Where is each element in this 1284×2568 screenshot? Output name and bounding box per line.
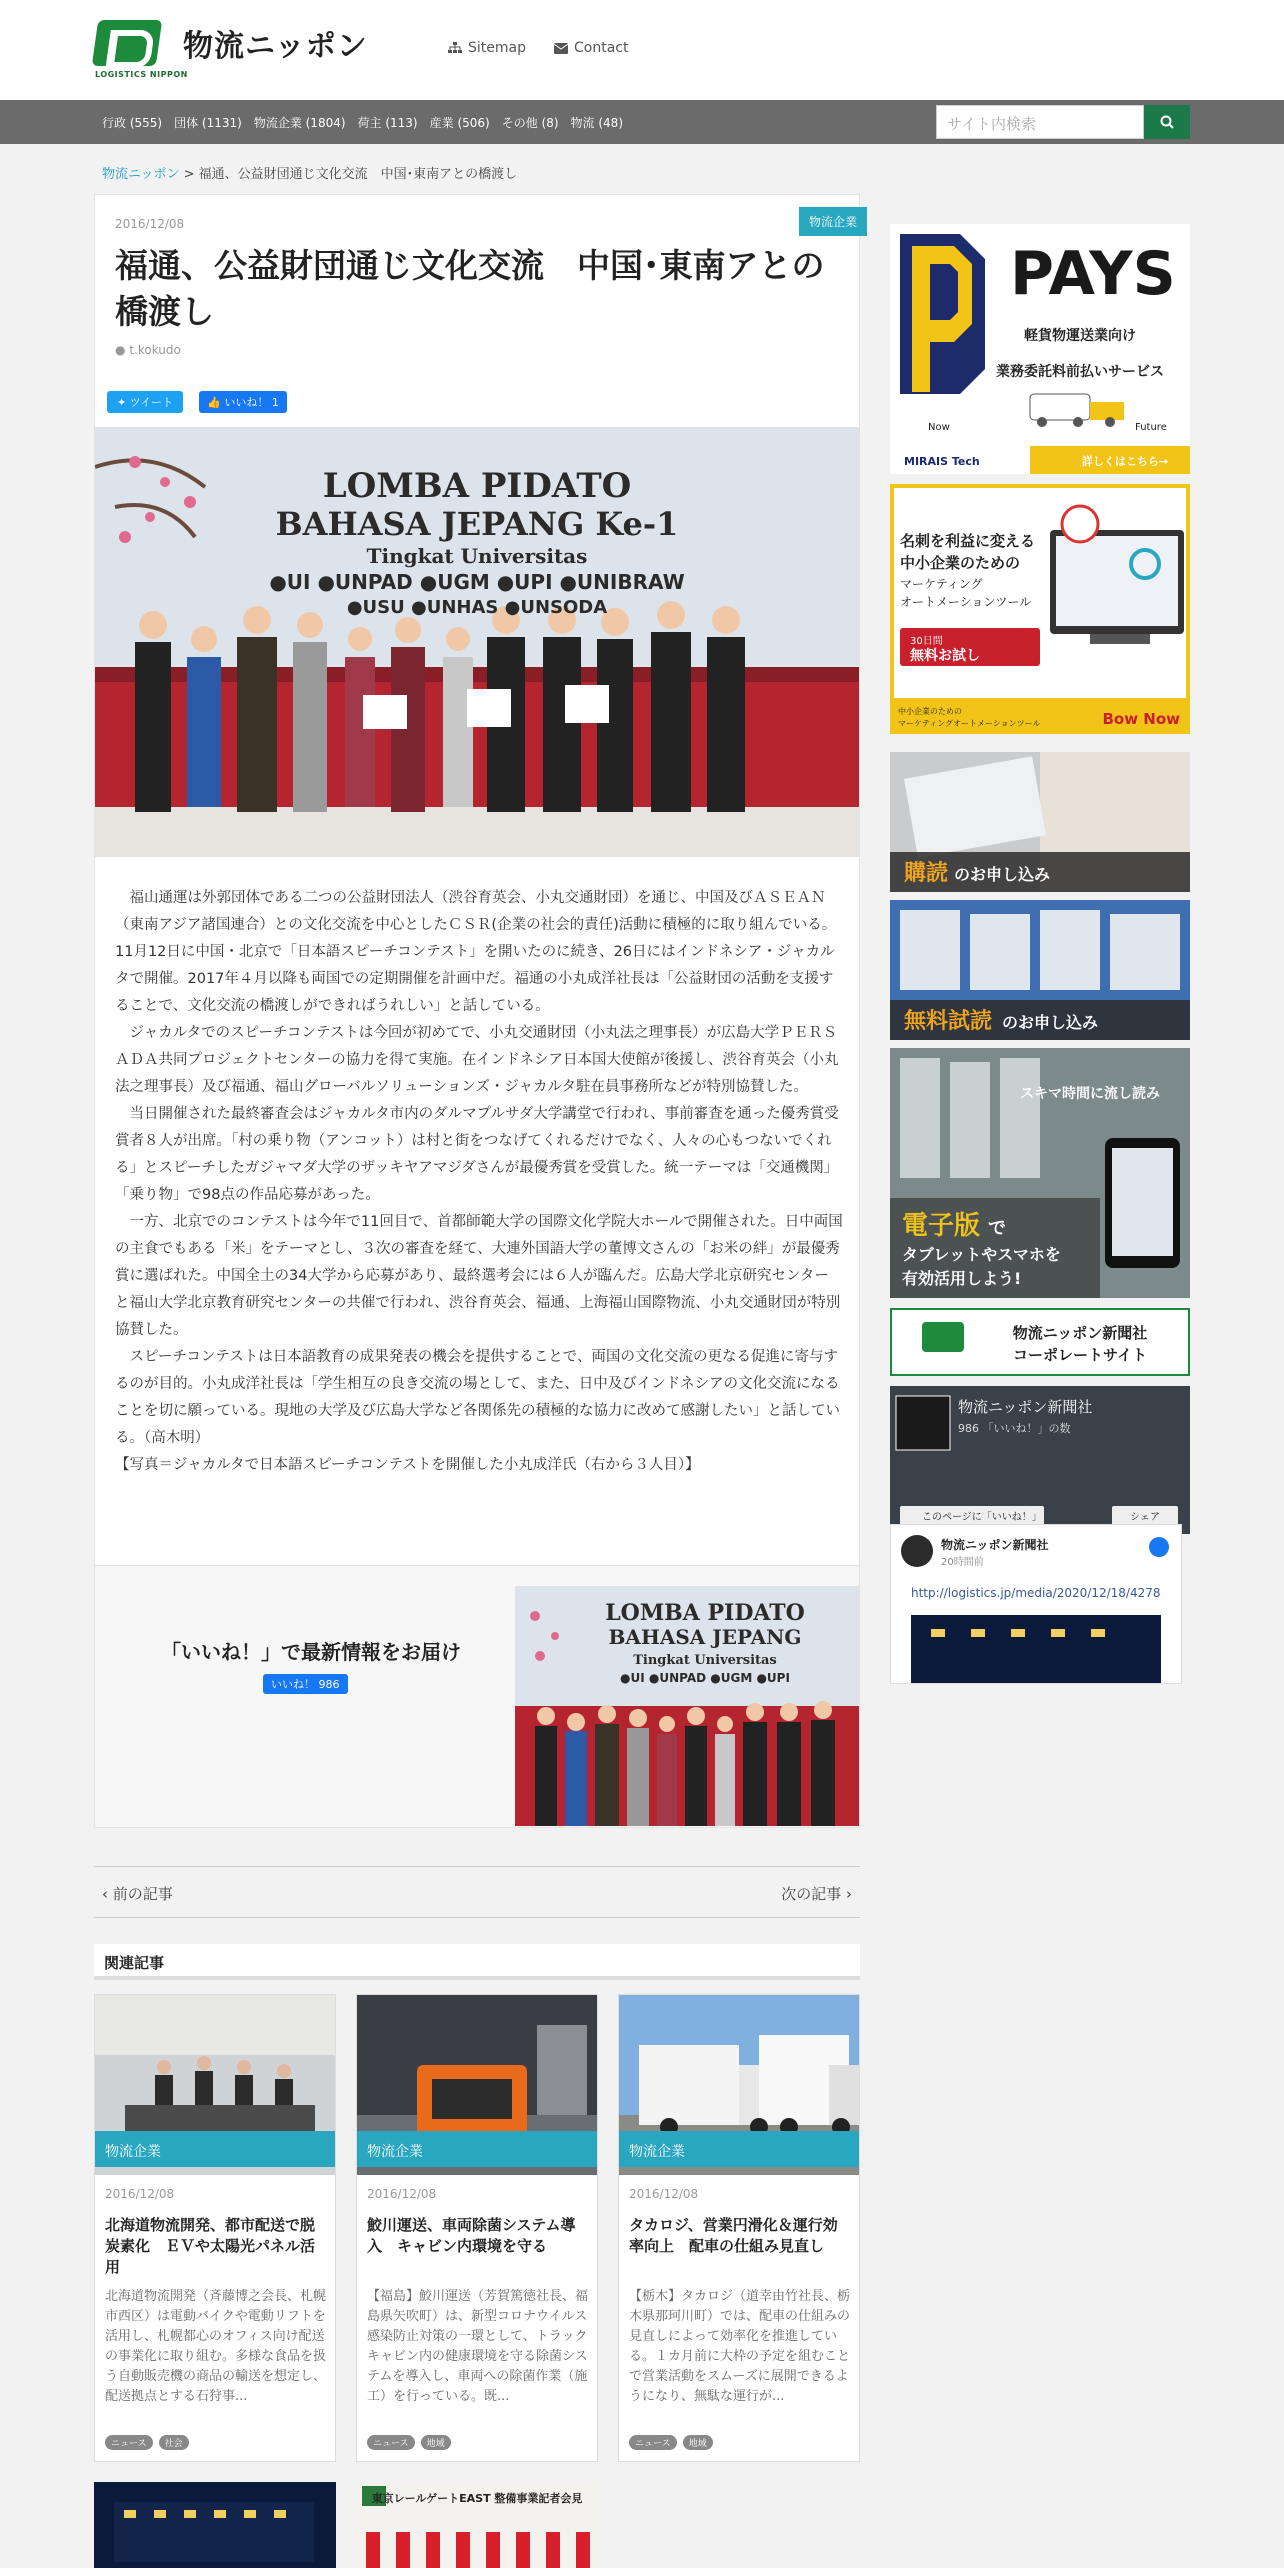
tweet-label: ツイート — [129, 396, 174, 409]
nav-item-gyosei[interactable]: 行政 (555) — [102, 116, 163, 130]
breadcrumb-home[interactable]: 物流ニッポン — [102, 167, 180, 182]
corporate-l1: 物流ニッポン新聞社 — [1012, 1324, 1148, 1342]
breadcrumb-separator: > — [179, 167, 199, 182]
related-card-category[interactable]: 物流企業 — [357, 2131, 597, 2167]
fb-post-link: http://logistics.jp/media/2020/12/18/4278 — [911, 1586, 1161, 1600]
corporate-site-graphic — [890, 1308, 1190, 1376]
tweet-button[interactable] — [107, 391, 183, 413]
subscribe-banner[interactable] — [890, 752, 1190, 892]
facebook-page-widget[interactable] — [890, 1386, 1190, 1534]
fb-widget-like-page: このページに「いいね！」 — [922, 1512, 1042, 1523]
trial-main: 無料試読 — [904, 1009, 993, 1034]
article-title: 福通、公益財団通じ文化交流 中国･東南アとの橋渡し — [115, 246, 825, 332]
related-heading: 関連記事 — [94, 1944, 860, 1980]
bownow-line4: オートメーションツール — [900, 595, 1032, 609]
related-card-tags — [629, 2435, 713, 2450]
user-icon: ● — [115, 343, 126, 357]
nav-item-sonota[interactable]: その他 (8) — [501, 116, 559, 130]
press-conference-photo — [356, 2482, 598, 2568]
trial-rest: のお申し込み — [1002, 1013, 1099, 1032]
photo-banner-line5: ●USU ●UNHAS ●UNSODA — [346, 597, 608, 618]
article-author — [115, 343, 181, 357]
related-card-excerpt: 北海道物流開発（斉藤博之会長、札幌市西区）は電動バイクや電動リフトを活用し、札幌都心のオフィス向け配送の事業化に取り組む。多様な食品を扱う自動販売機の商品の輸送を想定し、配送拠点とする石狩事... — [105, 2289, 327, 2404]
thumbs-up-icon: 👍 — [207, 396, 225, 409]
category-badge[interactable]: 物流企業 — [799, 207, 867, 236]
related-card[interactable] — [618, 1994, 860, 2462]
chevron-left-icon: ‹ — [102, 1885, 113, 1903]
logo-subtitle: LOGISTICS NIPPON — [95, 70, 188, 79]
like-box-text: 「いいね！」で最新情報をお届け — [161, 1640, 461, 1664]
like-box-photo-image — [515, 1586, 859, 1826]
search-button[interactable] — [1144, 105, 1190, 139]
related-card-title[interactable]: 鮫川運送、車両除菌システム導入 キャビン内環境を守る — [367, 2216, 576, 2255]
trial-banner[interactable] — [890, 900, 1190, 1040]
facebook-widget-graphic — [890, 1386, 1190, 1534]
related-card-excerpt: 【福島】鮫川運送（芳賀篤徳社長、福島県矢吹町）は、新型コロナウイルス感染防止対策の一環として、トラックキャビン内の健康環境を守る除菌システムを導入し、車両への除菌作業（施工）を行っている。既... — [367, 2289, 589, 2404]
author-name[interactable]: t.kokudo — [129, 343, 181, 357]
photo-caption: 【写真＝ジャカルタで日本語スピーチコンテストを開催した小丸成洋氏（右から３人目）】 — [115, 1457, 700, 1473]
related-card-tags — [105, 2435, 189, 2450]
photo-banner-line1: LOMBA PIDATO — [322, 466, 632, 506]
pays-ad[interactable] — [890, 224, 1190, 474]
next-label: 次の記事 — [781, 1885, 842, 1903]
article-date: 2016/12/08 — [115, 217, 185, 231]
pays-line2: 業務委託料前払いサービス — [996, 364, 1164, 380]
bownow-cta: 無料お試し — [910, 648, 980, 664]
article-photo — [95, 427, 859, 857]
tag[interactable]: 社会 — [159, 2435, 189, 2450]
bownow-badge: 30日間 — [910, 636, 943, 647]
pays-future: Future — [1135, 422, 1167, 433]
article-paragraph: ジャカルタでのスピーチコンテストは今回が初めてで、小丸交通財団（小丸法之理事長）が広島大学ＰＥＲＳＡＤＡ共同プロジェクトセンターの協力を得て実施。在インドネシア日本国大使館が後援し、渋谷育英会（小丸法之理事長）及び福通、福山グローバルソリューションズ・ジャカルタ駐在員事務所などが特別協賛した。 — [115, 1025, 839, 1095]
bownow-line1: 名刺を利益に変える — [900, 532, 1036, 550]
related-card-category[interactable]: 物流企業 — [619, 2131, 859, 2167]
corporate-l2: コーポレートサイト — [1013, 1346, 1147, 1364]
speech-contest-photo — [95, 427, 859, 857]
digital-top: スキマ時間に流し読み — [1020, 1086, 1160, 1102]
related-card-category[interactable]: 物流企業 — [95, 2131, 335, 2167]
twitter-icon: ✦ — [117, 396, 130, 409]
bownow-foot2: マーケティングオートメーションツール — [898, 719, 1041, 728]
photo-banner-line4: ●UI ●UNPAD ●UGM ●UPI ●UNIBRAW — [269, 570, 685, 594]
fb-post-name: 物流ニッポン新聞社 — [941, 1538, 1049, 1552]
related-card[interactable] — [356, 1994, 598, 2462]
contact-label: Contact — [573, 40, 629, 56]
like-button[interactable] — [199, 391, 287, 413]
related-card[interactable] — [94, 1994, 336, 2462]
digital-l3: タブレットやスマホを — [902, 1245, 1061, 1264]
pays-now: Now — [928, 422, 950, 433]
nav-item-butsuryu-kigyo[interactable]: 物流企業 (1804) — [253, 116, 346, 130]
contact-link[interactable] — [554, 40, 628, 56]
photo-banner-line2: BAHASA JEPANG Ke-1 — [275, 505, 679, 543]
site-header — [0, 0, 1284, 100]
subscribe-rest: のお申し込み — [954, 865, 1051, 884]
press-banner-text: 東京レールゲートEAST 整備事業記者会見 — [371, 2492, 583, 2505]
related-card-more[interactable] — [356, 2482, 598, 2568]
article-paragraph: 当日開催された最終審査会はジャカルタ市内のダルマプルサダ大学講堂で行われ、事前審査を通った優秀賞受賞者８人が出席。「村の乗り物（アンコット）は村と街をつなげてくれるだけでなく、人々の心もつないでくれる」とスピーチしたガジャマダ大学のザッキヤアマジダさんが最優秀賞を受賞した。統一テーマは「交通機関」「乗り物」で98点の作品応募があった。 — [115, 1106, 839, 1203]
bownow-ad-graphic — [890, 484, 1190, 734]
related-card-title[interactable]: タカロジ、営業円滑化＆運行効率向上 配車の仕組み見直し — [629, 2216, 838, 2255]
nav-items — [102, 114, 623, 131]
pays-link: 詳しくはこちら→ — [1081, 455, 1169, 468]
tag[interactable]: ニュース — [629, 2435, 677, 2450]
logo-name: 物流ニッポン — [183, 29, 368, 64]
article-paragraph: 一方、北京でのコンテストは今年で11回目で、首都師範大学の国際文化学院大ホールで開催された。日中両国の主食でもある「米」をテーマとし、３次の審査を経て、大連外国語大学の董博文さんの「お米の絆」が最優秀賞に選ばれた。中国全土の34大学から応募があり、最終選考会には６人が臨んだ。広島大学北京研究センターと福山大学北京教育研究センターの共催で行われ、渋谷育英会、福通、上海福山国際物流、小丸交通財団が特別協賛した。 — [115, 1214, 843, 1338]
related-card-excerpt: 【栃木】タカロジ（道幸由竹社長、栃木県那珂川町）では、配車の仕組みの見直しによって効率化を推進している。１カ月前に大枠の予定を組むことで営業活動をスムーズに展開できるようになり、無駄な運行が... — [629, 2289, 851, 2404]
digital-l1: 電子版 — [902, 1211, 981, 1241]
article-body — [115, 885, 843, 1479]
subscribe-banner-graphic — [890, 752, 1190, 892]
night-building-photo — [94, 2482, 336, 2568]
like-box-button[interactable]: いいね！ 986 — [263, 1674, 348, 1694]
corporate-site-banner[interactable] — [890, 1308, 1190, 1376]
fb-post-time: 20時間前 — [941, 1557, 984, 1568]
bownow-ad[interactable] — [890, 484, 1190, 734]
like-photo-line3: Tingkat Universitas — [633, 1653, 777, 1668]
nav-item-dantai[interactable]: 団体 (1131) — [174, 116, 242, 130]
article-paragraph: 福山通運は外郭団体である二つの公益財団法人（渋谷育英会、小丸交通財団）を通じ、中国及びＡＳＥＡＮ（東南アジア諸国連合）との文化交流を中心としたＣＳＲ(企業の社会的責任)活動に積極的に取り組んでいる。11月12日に中国・北京で「日本語スピーチコンテスト」を開いたのに続き、26日にはインドネシア・ジャカルタで開催。2017年４月以降も両国での定期開催を計画中だ。福通の小丸成洋社長は「公益財団の活動を支援することで、文化交流の橋渡しができればうれしい」と話している。 — [115, 890, 837, 1014]
fb-widget-likes: 986 「いいね！」の数 — [958, 1422, 1071, 1435]
share-buttons — [107, 391, 287, 413]
bownow-line2: 中小企業のための — [900, 554, 1021, 572]
sitemap-icon — [448, 42, 462, 54]
digital-l2: で — [988, 1218, 1006, 1239]
sitemap-label: Sitemap — [468, 40, 526, 56]
pays-brand: MIRAIS Tech — [904, 455, 980, 468]
fb-widget-name: 物流ニッポン新聞社 — [958, 1398, 1093, 1416]
facebook-post-graphic — [891, 1525, 1181, 1683]
nav-item-ninushi[interactable]: 荷主 (113) — [357, 116, 418, 130]
article-paragraph: スピーチコンテストは日本語教育の成果発表の機会を提供することで、両国の文化交流の更なる促進に寄与するのが目的。小丸成洋社長は「学生相互の良き交流の場として、また、日中及びインドネシアの文化交流になることを切に願っている。現地の大学及び広島大学など各関係先の積極的な協力に改めて感謝したい」と話している。（高木明） — [115, 1349, 840, 1446]
sitemap-link[interactable] — [448, 40, 526, 56]
tag[interactable]: 地域 — [421, 2435, 451, 2450]
related-card-date: 2016/12/08 — [629, 2187, 699, 2201]
bownow-line3: マーケティング — [900, 577, 983, 591]
related-card-date: 2016/12/08 — [367, 2187, 437, 2201]
pays-ad-graphic — [890, 224, 1190, 474]
breadcrumb-current: 福通、公益財団通じ文化交流 中国･東南アとの橋渡し — [198, 167, 518, 182]
like-box-photo — [515, 1586, 859, 1826]
like-box — [95, 1565, 859, 1827]
like-photo-line4: ●UI ●UNPAD ●UGM ●UPI — [620, 1671, 790, 1685]
pays-line1: 軽貨物運送業向け — [1024, 328, 1136, 344]
digital-edition-graphic — [890, 1048, 1190, 1298]
like-label: いいね！ 1 — [224, 396, 279, 409]
next-article-link[interactable] — [781, 1883, 852, 1904]
chevron-right-icon: › — [841, 1885, 852, 1903]
article — [94, 194, 860, 1828]
nav-item-butsuryu[interactable]: 物流 (48) — [570, 116, 623, 130]
tag[interactable]: 地域 — [683, 2435, 713, 2450]
related-card-title[interactable]: 北海道物流開発、都市配送で脱炭素化 ＥＶや太陽光パネル活用 — [105, 2216, 316, 2276]
top-links — [448, 40, 628, 56]
digital-l4: 有効活用しよう! — [902, 1269, 1022, 1288]
subscribe-main: 購読 — [904, 861, 949, 886]
trial-banner-graphic — [890, 900, 1190, 1040]
related-card-date: 2016/12/08 — [105, 2187, 175, 2201]
article-pager — [94, 1866, 860, 1918]
search-icon — [1160, 115, 1174, 129]
related-card-tags — [367, 2435, 451, 2450]
related-card-more[interactable] — [94, 2482, 336, 2568]
site-logo[interactable] — [95, 20, 368, 79]
like-photo-line2: BAHASA JEPANG — [608, 1625, 802, 1649]
tag[interactable]: ニュース — [105, 2435, 153, 2450]
facebook-post[interactable] — [890, 1524, 1182, 1684]
photo-banner-line3: Tingkat Universitas — [366, 544, 588, 568]
fb-widget-share: シェア — [1130, 1512, 1160, 1523]
digital-edition-banner[interactable] — [890, 1048, 1190, 1298]
pays-title: PAYS — [1010, 239, 1176, 309]
nav-item-sangyo[interactable]: 産業 (506) — [429, 116, 490, 130]
breadcrumb — [102, 163, 517, 182]
bownow-foot1: 中小企業のための — [898, 707, 962, 716]
prev-label: 前の記事 — [112, 1885, 173, 1903]
search-input[interactable]: サイト内検索 — [936, 105, 1144, 139]
envelope-icon — [554, 43, 568, 54]
prev-article-link[interactable] — [102, 1883, 173, 1904]
bownow-brand: Bow Now — [1102, 710, 1180, 728]
tag[interactable]: ニュース — [367, 2435, 415, 2450]
logo-mark-icon — [92, 20, 162, 66]
like-photo-line1: LOMBA PIDATO — [605, 1600, 805, 1626]
